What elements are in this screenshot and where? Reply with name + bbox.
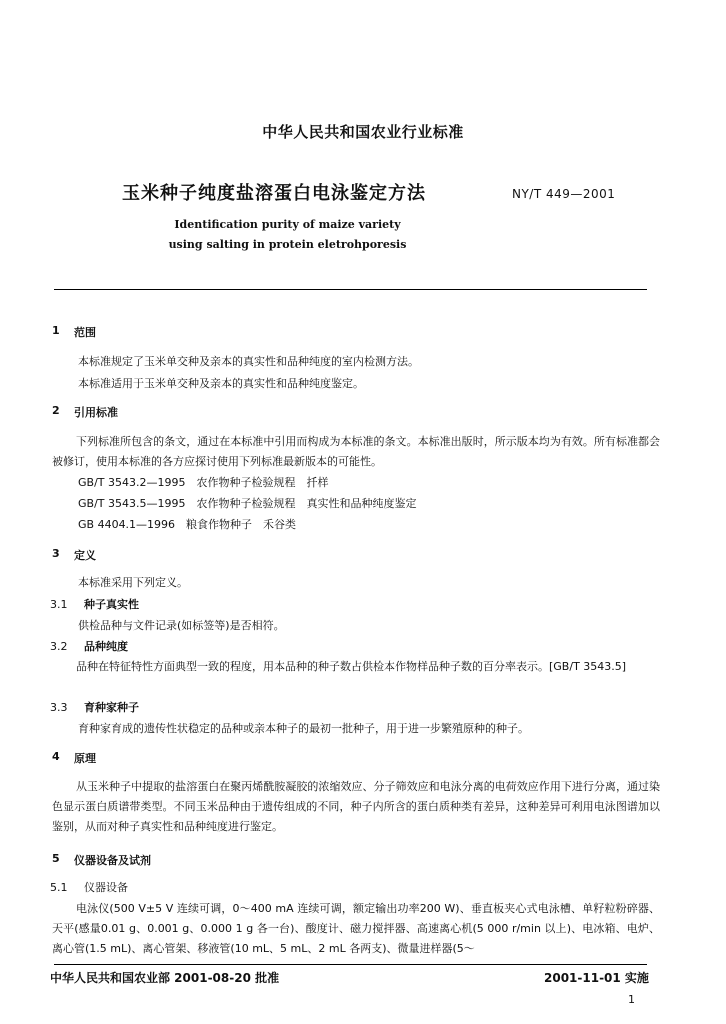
english-title-line-2: using salting in protein eletrohporesis: [168, 238, 407, 251]
section-1-number: 1: [52, 324, 60, 337]
definition-3-1-text: 供检品种与文件记录(如标签等)是否相符。: [78, 619, 285, 632]
issuer: 中华人民共和国农业行业标准: [262, 123, 464, 141]
section-2-number: 2: [52, 404, 60, 417]
footer-rule: [54, 964, 647, 965]
subsection-5-1-title: 仪器设备: [84, 881, 128, 894]
section-2-paragraph: 下列标准所包含的条文，通过在本标准中引用而构成为本标准的条文。本标准出版时，所示版本均为有效。所有标准都会被修订，使用本标准的各方应探讨使用下列标准最新版本的可能性。: [52, 435, 660, 468]
section-4-paragraph: 从玉米种子中提取的盐溶蛋白在聚丙烯酰胺凝胶的浓缩效应、分子筛效应和电泳分离的电荷效应作用下进行分离，通过染色显示蛋白质谱带类型。不同玉米品种由于遗传组成的不同，种子内所含的蛋白质种类有差异，这种差异可利用电泳图谱加以鉴别，从而对种子真实性和品种纯度进行鉴定。: [52, 780, 660, 833]
section-5-title: 仪器设备及试剂: [74, 854, 151, 867]
definition-3-2-number: 3.2: [50, 640, 68, 653]
approval-date: 中华人民共和国农业部 2001-08-20 批准: [50, 971, 280, 985]
definition-3-2-term: 品种纯度: [84, 640, 128, 653]
section-4-number: 4: [52, 750, 60, 763]
section-3-number: 3: [52, 547, 60, 560]
subsection-5-1-number: 5.1: [50, 881, 68, 894]
header-rule: [54, 289, 647, 290]
standard-number: NY/T 449—2001: [512, 187, 616, 201]
section-1-paragraph-2: 本标准适用于玉米单交种及亲本的真实性和品种纯度鉴定。: [78, 377, 364, 390]
definition-3-1-number: 3.1: [50, 598, 68, 611]
definition-3-3-number: 3.3: [50, 701, 68, 714]
english-title-line-1: Identification purity of maize variety: [174, 218, 401, 231]
subsection-5-1-paragraph: 电泳仪(500 V±5 V 连续可调，0～400 mA 连续可调，额定输出功率200 W)、垂直板夹心式电泳槽、单籽粒粉碎器、天平(感量0.01 g、0.001 g、0.000 1 g 各一台)、酸度计、磁力搅拌器、高速离心机(5 000 r/min 以上)、电冰箱、电炉、离心管(1.5 mL)、离心管架、移液管(10 mL、5 mL、2 mL 各两支)、微量进样器(5～: [52, 902, 660, 955]
definition-3-2-text: 品种在特征特性方面典型一致的程度，用本品种的种子数占供检本作物样品种子数的百分率表示。[GB/T 3543.5]: [76, 660, 627, 673]
reference-item: GB/T 3543.5—1995 农作物种子检验规程 真实性和品种纯度鉴定: [78, 497, 417, 510]
page-number: 1: [628, 993, 635, 1006]
implementation-date: 2001-11-01 实施: [544, 971, 649, 985]
definition-3-3-text: 育种家育成的遗传性状稳定的品种或亲本种子的最初一批种子，用于进一步繁殖原种的种子。: [78, 722, 529, 735]
section-4-title: 原理: [74, 752, 96, 765]
definition-3-3-term: 育种家种子: [84, 701, 139, 714]
definition-3-1-term: 种子真实性: [84, 598, 139, 611]
section-1-title: 范围: [74, 326, 96, 339]
section-5-number: 5: [52, 852, 60, 865]
section-3-title: 定义: [74, 549, 96, 562]
reference-item: GB/T 3543.2—1995 农作物种子检验规程 扦样: [78, 476, 329, 489]
page-title: 玉米种子纯度盐溶蛋白电泳鉴定方法: [122, 183, 426, 204]
section-1-paragraph-1: 本标准规定了玉米单交种及亲本的真实性和品种纯度的室内检测方法。: [78, 355, 419, 368]
section-2-title: 引用标准: [74, 406, 118, 419]
reference-item: GB 4404.1—1996 粮食作物种子 禾谷类: [78, 518, 297, 531]
section-3-intro: 本标准采用下列定义。: [78, 576, 188, 589]
